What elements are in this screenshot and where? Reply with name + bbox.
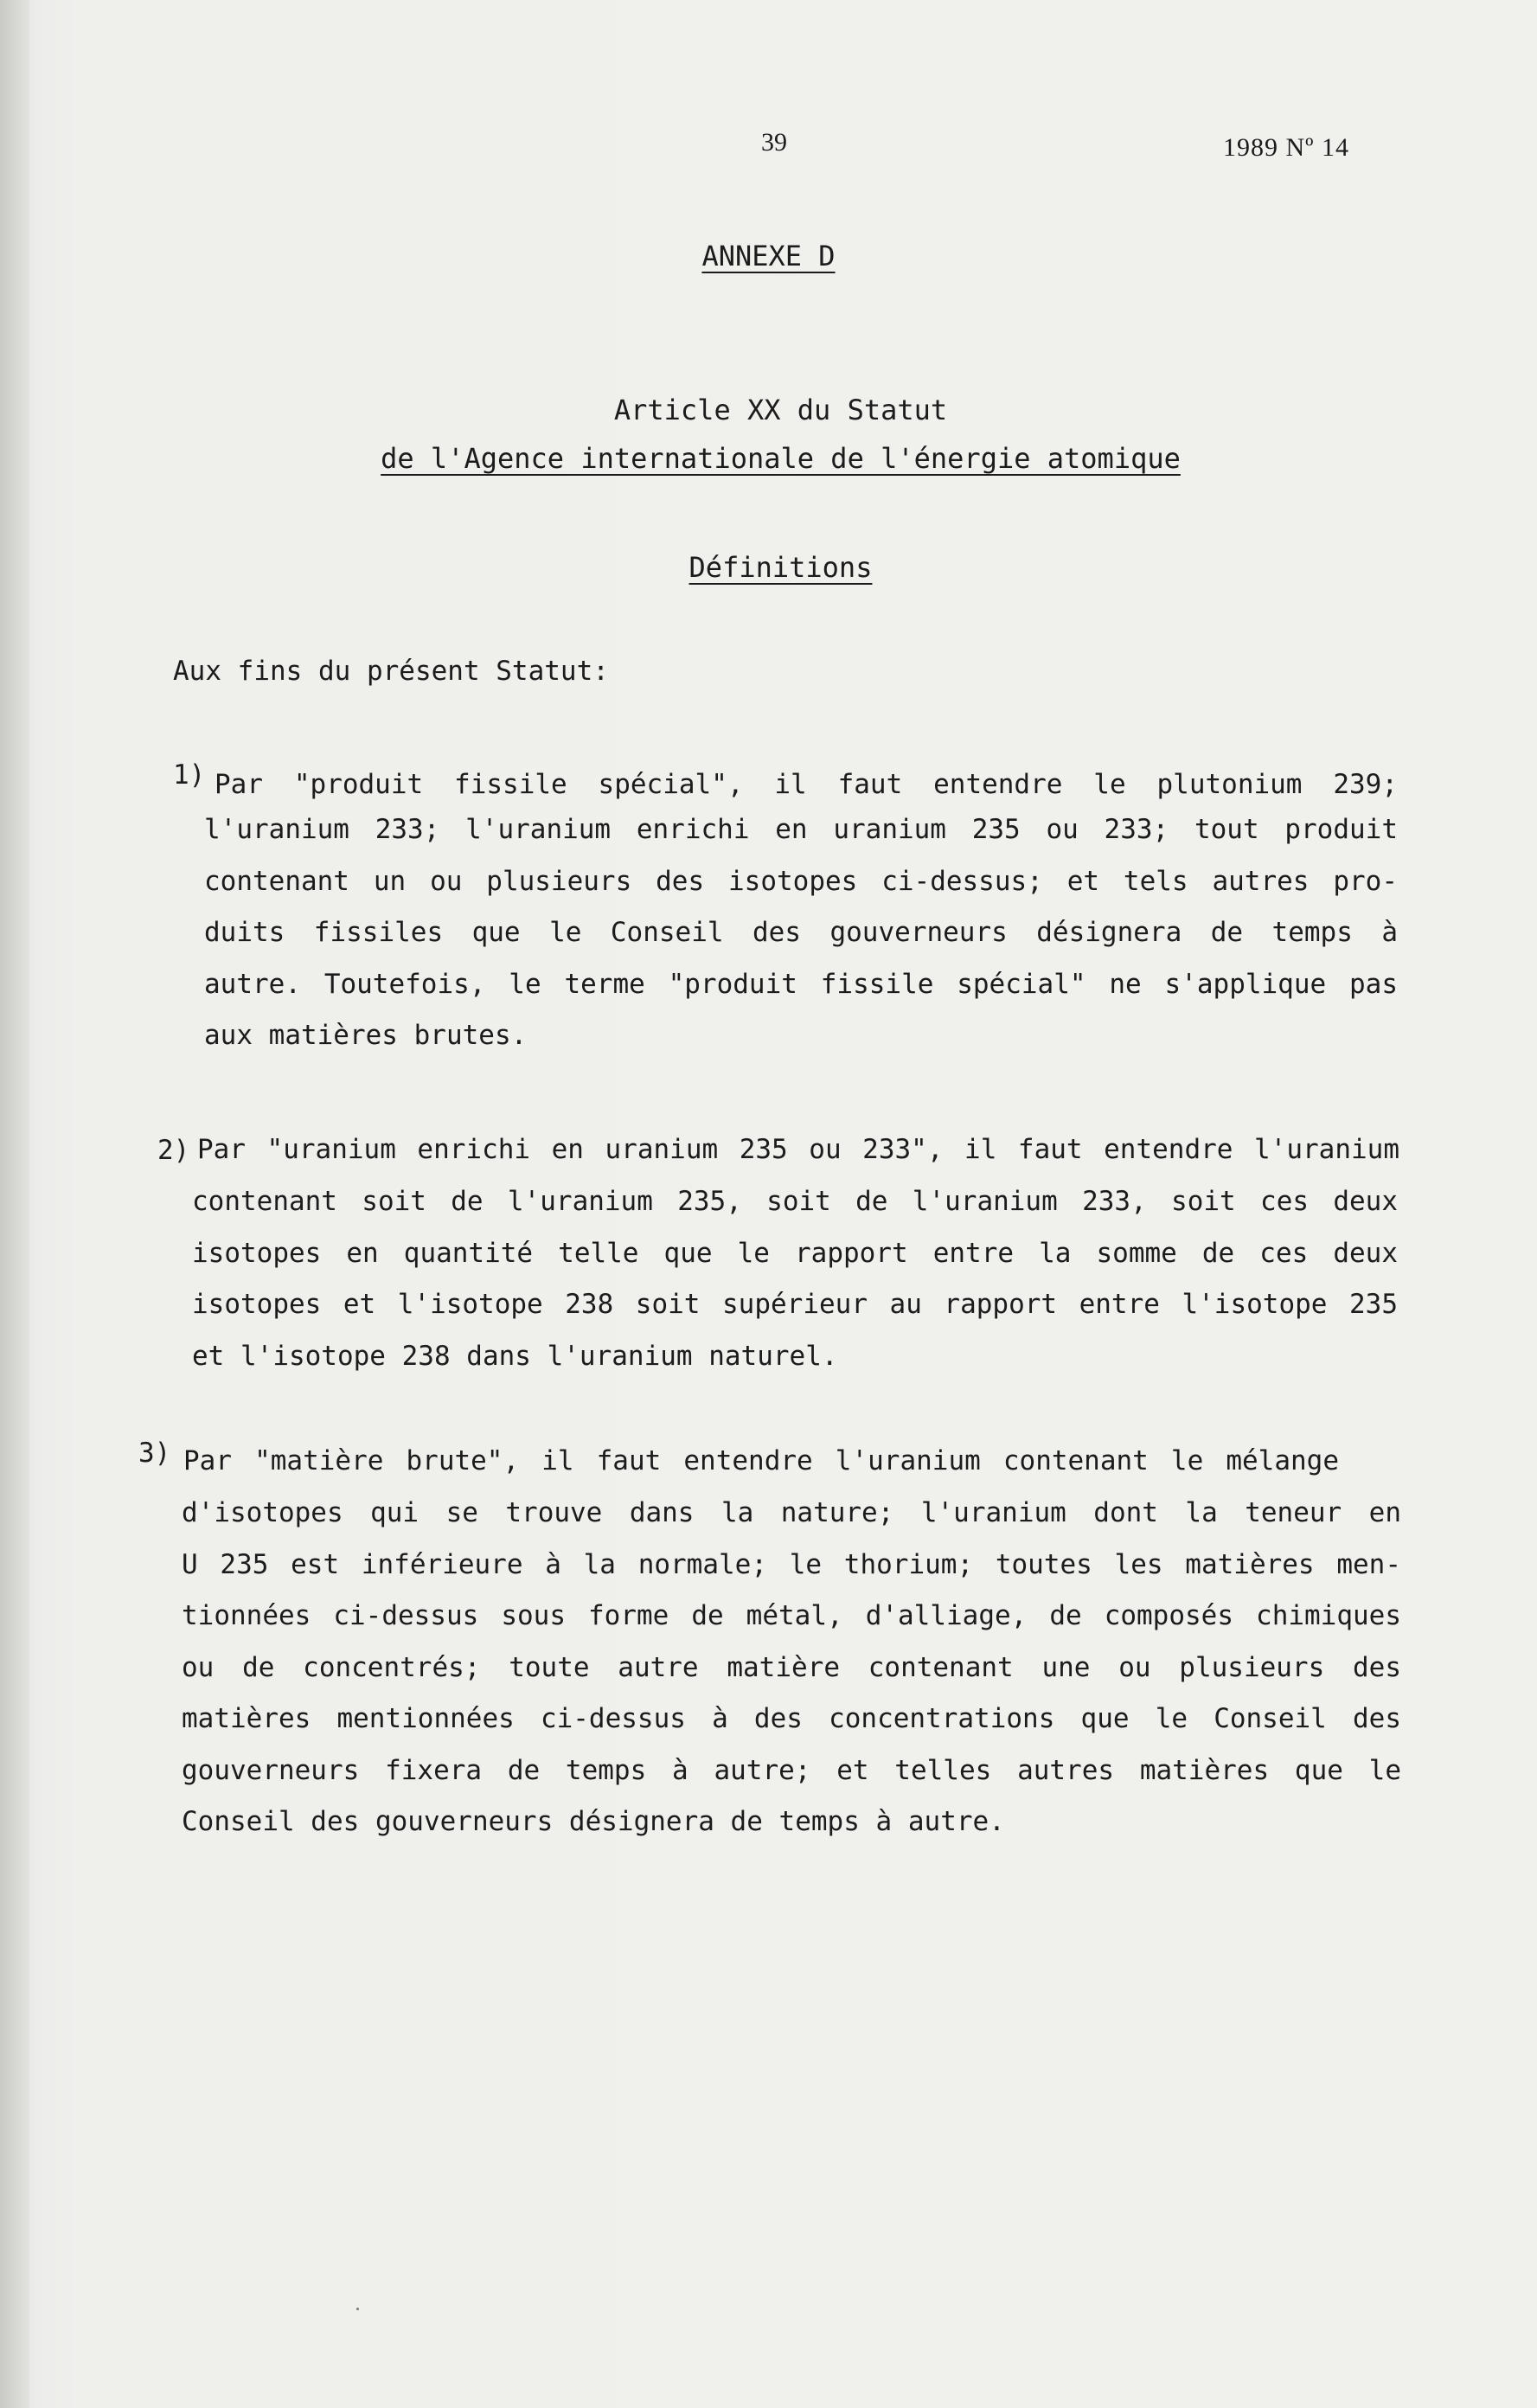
definition-line: Par "matière brute", il faut entendre l'uranium contenant le mélange (183, 1445, 1339, 1476)
definition-line: aux matières brutes. (204, 1020, 528, 1051)
paper-speck (356, 2308, 359, 2310)
definition-1-body (204, 813, 1398, 1071)
definition-line: l'uranium 233; l'uranium enrichi en uranium 235 ou 233; tout produit (204, 814, 1398, 845)
definition-number: 3) (138, 1438, 171, 1469)
definition-number: 1) (173, 759, 206, 791)
page-header (0, 128, 1537, 163)
definition-1 (173, 758, 1398, 810)
definition-line: isotopes en quantité telle que le rapport entre la somme de ces deux (192, 1237, 1398, 1269)
definition-2-body (192, 1185, 1398, 1391)
binding-edge (0, 0, 29, 2408)
definition-line: U 235 est inférieure à la normale; le thorium; toutes les matières men- (182, 1548, 1401, 1580)
issue-number: 1989 Nº 14 (1223, 133, 1349, 162)
definition-line: contenant soit de l'uranium 235, soit de l'uranium 233, soit ces deux (192, 1186, 1398, 1217)
definition-line: contenant un ou plusieurs des isotopes ci-dessus; et tels autres pro- (204, 865, 1398, 897)
section-title: Définitions (688, 551, 873, 584)
definition-line: Conseil des gouverneurs désignera de temps à autre. (182, 1806, 1005, 1837)
definition-line: Par "produit fissile spécial", il faut entendre le plutonium 239; (215, 769, 1398, 800)
article-title-line-1: Article XX du Statut (613, 394, 948, 426)
definition-line: gouverneurs fixera de temps à autre; et telles autres matières que le (182, 1754, 1401, 1786)
definition-line: et l'isotope 238 dans l'uranium naturel. (192, 1340, 838, 1372)
definition-line: d'isotopes qui se trouve dans la nature; l'uranium dont la teneur en (182, 1497, 1401, 1528)
definition-line: ou de concentrés; toute autre matière contenant une ou plusieurs des (182, 1651, 1401, 1683)
intro-text: Aux fins du présent Statut: (173, 656, 609, 687)
definition-line: isotopes et l'isotope 238 soit supérieur au rapport entre l'isotope 235 (192, 1289, 1398, 1320)
definition-line: tionnées ci-dessus sous forme de métal, d'alliage, de composés chimiques (182, 1600, 1401, 1631)
definition-number: 2) (157, 1135, 190, 1166)
article-title-line-2: de l'Agence internationale de l'énergie atomique (381, 442, 1181, 475)
definition-line: autre. Toutefois, le terme "produit fissile spécial" ne s'applique pas (204, 968, 1398, 1000)
definition-line: duits fissiles que le Conseil des gouverneurs désignera de temps à (204, 917, 1398, 948)
definition-3-body (182, 1496, 1401, 1857)
definition-line: matières mentionnées ci-dessus à des concentrations que le Conseil des (182, 1703, 1401, 1734)
annex-title: ANNEXE D (701, 240, 836, 272)
definition-line: Par "uranium enrichi en uranium 235 ou 233", il faut entendre l'uranium (197, 1134, 1399, 1165)
page-number: 39 (761, 128, 787, 157)
